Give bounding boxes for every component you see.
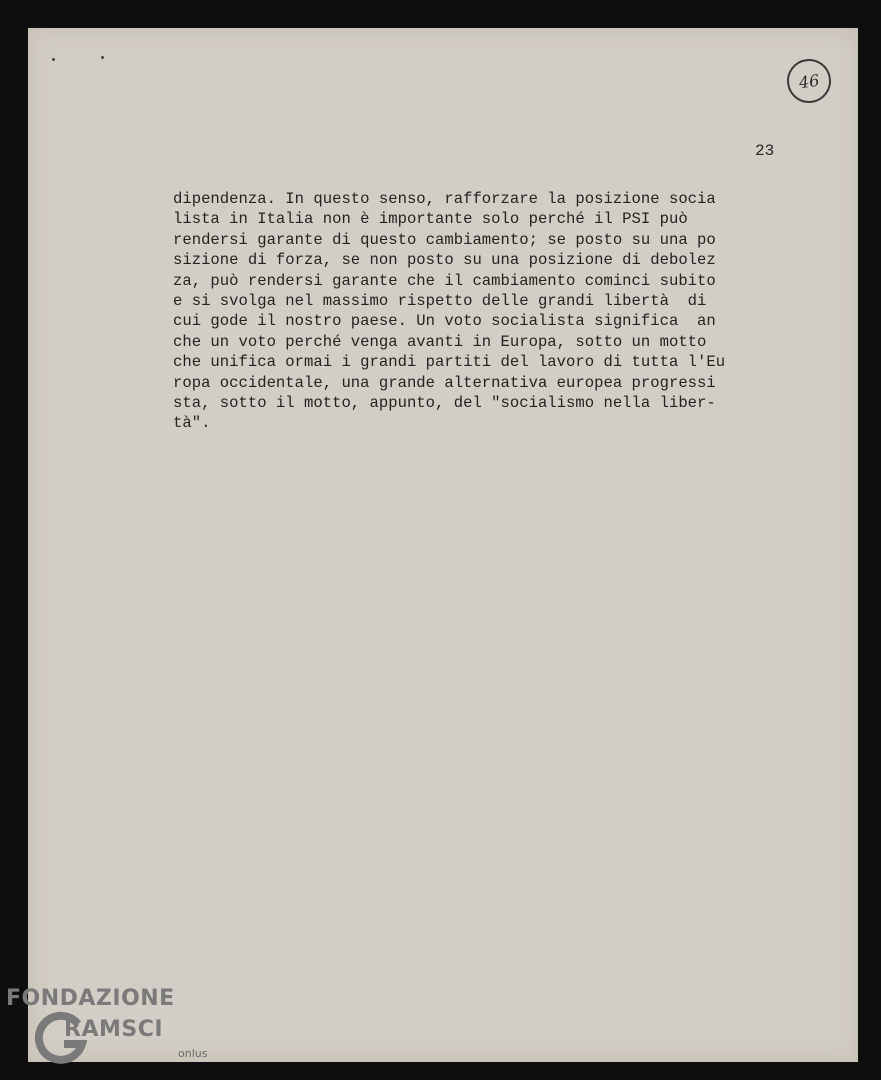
handwritten-page-annotation: 46 bbox=[784, 56, 834, 106]
document-page bbox=[28, 28, 858, 1062]
text-line: tà". bbox=[173, 414, 211, 433]
text-line: za, può rendersi garante che il cambiamento cominci subito bbox=[173, 271, 716, 290]
page-number: 23 bbox=[755, 142, 775, 160]
page-mark bbox=[101, 56, 104, 59]
watermark-line-3: onlus bbox=[178, 1047, 208, 1060]
text-line: che unifica ormai i grandi partiti del lavoro di tutta l'Eu bbox=[173, 353, 726, 372]
text-line: lista in Italia non è importante solo perché il PSI può bbox=[173, 210, 688, 229]
text-line: che un voto perché venga avanti in Europa, sotto un motto bbox=[173, 332, 707, 351]
text-line: sta, sotto il motto, appunto, del "socialismo nella liber- bbox=[173, 394, 716, 413]
text-line: rendersi garante di questo cambiamento; se posto su una po bbox=[173, 230, 716, 249]
text-line: ropa occidentale, una grande alternativa europea progressi bbox=[173, 373, 716, 392]
watermark-line-2: RAMSCI bbox=[64, 1017, 164, 1042]
text-line: e si svolga nel massimo rispetto delle grandi libertà di bbox=[173, 292, 707, 311]
fondazione-gramsci-watermark bbox=[6, 984, 216, 1076]
text-line: sizione di forza, se non posto su una posizione di debolez bbox=[173, 251, 716, 270]
watermark-line-1: FONDAZIONE bbox=[6, 986, 175, 1011]
page-mark bbox=[52, 58, 55, 61]
text-line: cui gode il nostro paese. Un voto socialista significa an bbox=[173, 312, 716, 331]
text-line: dipendenza. In questo senso, rafforzare la posizione socia bbox=[173, 190, 716, 208]
typewritten-paragraph bbox=[173, 189, 793, 434]
